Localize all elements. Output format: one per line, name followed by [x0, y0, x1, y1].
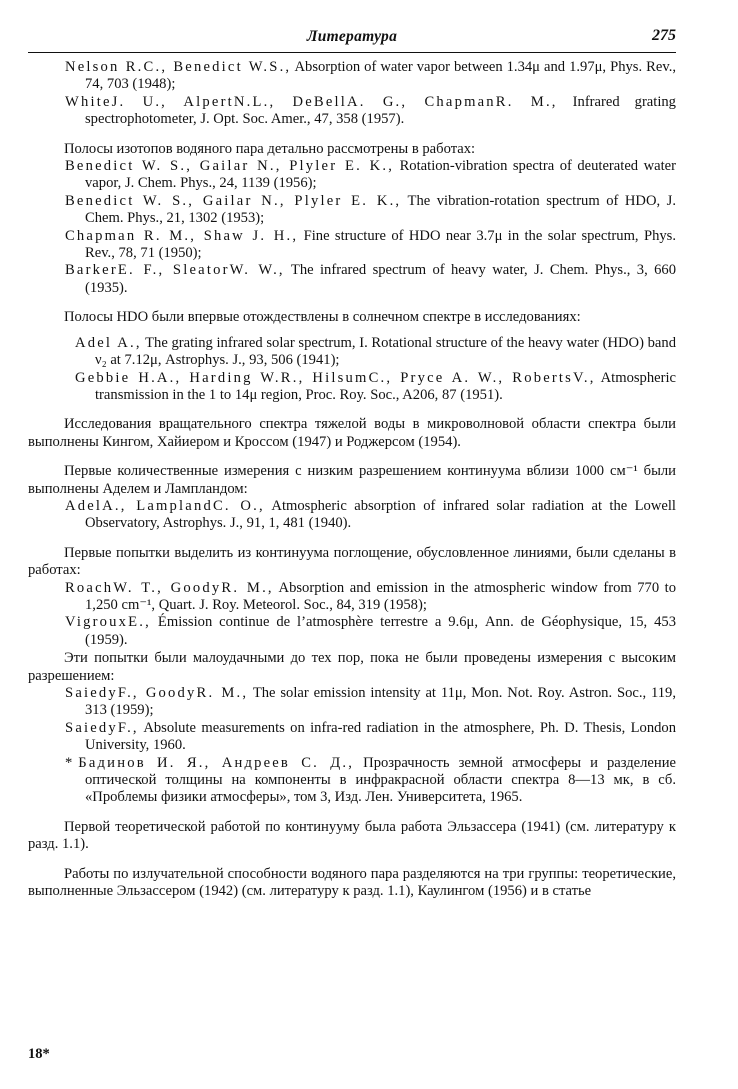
page-header [28, 22, 676, 53]
paragraph: Исследования вращательного спектра тяжелой воды в микроволновой области спектра были выполнены Кингом, Хайиером и Кроссом (1947) и Роджерсом (1954). [28, 416, 676, 450]
paragraph: Первой теоретической работой по континууму была работа Эльзассера (1941) (см. литературу к разд. 1.1). [28, 818, 676, 853]
reference-author: AdelA., LamplandC. O., [65, 497, 265, 514]
section-intro: Эти попытки были малоудачными до тех пор, пока не были проведены измерения с высоким разрешением: [28, 650, 676, 684]
reference-text: Atmospheric absorption of infrared solar radiation at the Lowell Observatory, Astrophys. J., 91, 1, 481 (1940). [85, 497, 676, 532]
reference-text: Absorption of water vapor between 1.34μ and 1.97μ, Phys. Rev., 74, 703 (1948); [85, 59, 676, 93]
reference-text: Absorption and emission in the atmospheric window from 770 to 1,250 cm⁻¹, Quart. J. Roy. Meteorol. Soc., 84, 319 (1958); [85, 579, 677, 613]
reference-item [28, 685, 676, 720]
reference-item [28, 158, 676, 193]
section-intro: Полосы изотопов водяного пара детально рассмотрены в работах: [64, 140, 476, 157]
section-intro: Первые количественные измерения с низким разрешением континуума вблизи 1000 см⁻¹ были выполнены Аделем и Лампландом: [28, 463, 676, 497]
reference-text: Atmospheric transmission in the 1 to 14μ region, Proc. Roy. Soc., A206, 87 (1951). [95, 369, 677, 403]
reference-author: Benedict W. S., Gailar N., Plyler E. K., [65, 158, 395, 175]
reference-text: The grating infrared solar spectrum, I. Rotational structure of the heavy water (HDO) band ν₂ at 7.12μ, Astrophys. J., 93, 506 (1941); [95, 334, 676, 369]
reference-author: Adel A., [75, 334, 142, 351]
page-content [28, 59, 676, 900]
section-intro: Первые попытки выделить из континуума поглощение, обусловленное линиями, были сделаны в работах: [28, 544, 676, 579]
signature-mark: 18* [28, 1046, 50, 1062]
reference-author: Benedict W. S., Gailar N., Plyler E. K., [65, 192, 402, 209]
reference-author: Chapman R. M., Shaw J. H., [65, 227, 299, 244]
reference-item [28, 59, 676, 94]
asterisk-marker: * [65, 754, 73, 771]
reference-author: Nelson R.C., Benedict W.S., [65, 59, 292, 75]
reference-item [38, 370, 676, 405]
reference-author: WhiteJ. U., AlpertN.L., DeBellA. G., ChapmanR. M., [65, 93, 558, 110]
reference-list [38, 335, 676, 405]
reference-author: VigrouxE., [65, 614, 151, 631]
reference-author: BarkerE. F., SleatorW. W., [65, 262, 285, 279]
reference-author: SaiedyF., GoodyR. M., [65, 685, 249, 701]
reference-text: Прозрачность земной атмосферы и разделение оптической толщины на компоненты в инфракрасной области спектра 8—13 мк, в сб. «Проблемы физики атмосферы», том 3, Изд. Лен. Университета, 1965. [85, 754, 676, 806]
reference-author: SaiedyF., [65, 719, 139, 736]
reference-author: Бадинов И. Я., Андреев С. Д., [78, 754, 355, 771]
reference-item [38, 335, 676, 370]
running-head: Литература [306, 28, 398, 45]
reference-list [28, 498, 676, 533]
reference-item [28, 193, 676, 228]
reference-text: Rotation-vibration spectra of deuterated water vapor, J. Chem. Phys., 24, 1139 (1956); [85, 158, 676, 192]
reference-item [28, 228, 676, 263]
reference-text: Émission continue de l’atmosphère terrestre a 9.6μ, Ann. de Géophysique, 15, 453 (1959). [85, 614, 676, 648]
reference-list [28, 580, 676, 650]
page-number: 275 [652, 27, 676, 44]
reference-author: RoachW. T., GoodyR. M., [65, 579, 274, 596]
reference-text: The solar emission intensity at 11μ, Mon. Not. Roy. Astron. Soc., 119, 313 (1959); [85, 685, 676, 719]
reference-text: The vibration-rotation spectrum of HDO, J. Chem. Phys., 21, 1302 (1953); [85, 192, 677, 227]
reference-list [28, 158, 676, 297]
reference-text: Absolute measurements on infra-red radiation in the atmosphere, Ph. D. Thesis, London University, 1960. [85, 719, 677, 754]
reference-item [28, 262, 676, 297]
reference-item [28, 614, 676, 649]
reference-text: The infrared spectrum of heavy water, J. Chem. Phys., 3, 660 (1935). [85, 262, 677, 296]
reference-item [28, 580, 676, 615]
reference-item [28, 720, 676, 755]
reference-text: Fine structure of HDO near 3.7μ in the solar spectrum, Phys. Rev., 78, 71 (1950); [85, 227, 676, 262]
reference-item [28, 498, 676, 533]
reference-list [28, 59, 676, 129]
reference-author: Gebbie H.A., Harding W.R., HilsumC., Pryce A. W., RobertsV., [75, 369, 596, 386]
reference-item [28, 755, 676, 807]
paragraph: Работы по излучательной способности водяного пара разделяются на три группы: теоретические, выполненные Эльзассером (1942) (см. литературу к разд. 1.1), Каулингом (1956) и в статье [28, 865, 676, 900]
reference-list [28, 685, 676, 807]
reference-text: Infrared grating spectrophotometer, J. Opt. Soc. Amer., 47, 358 (1957). [85, 93, 676, 128]
section-intro: Полосы HDO были впервые отождествлены в солнечном спектре в исследованиях: [64, 309, 581, 326]
reference-item [28, 94, 676, 129]
page [28, 22, 676, 900]
